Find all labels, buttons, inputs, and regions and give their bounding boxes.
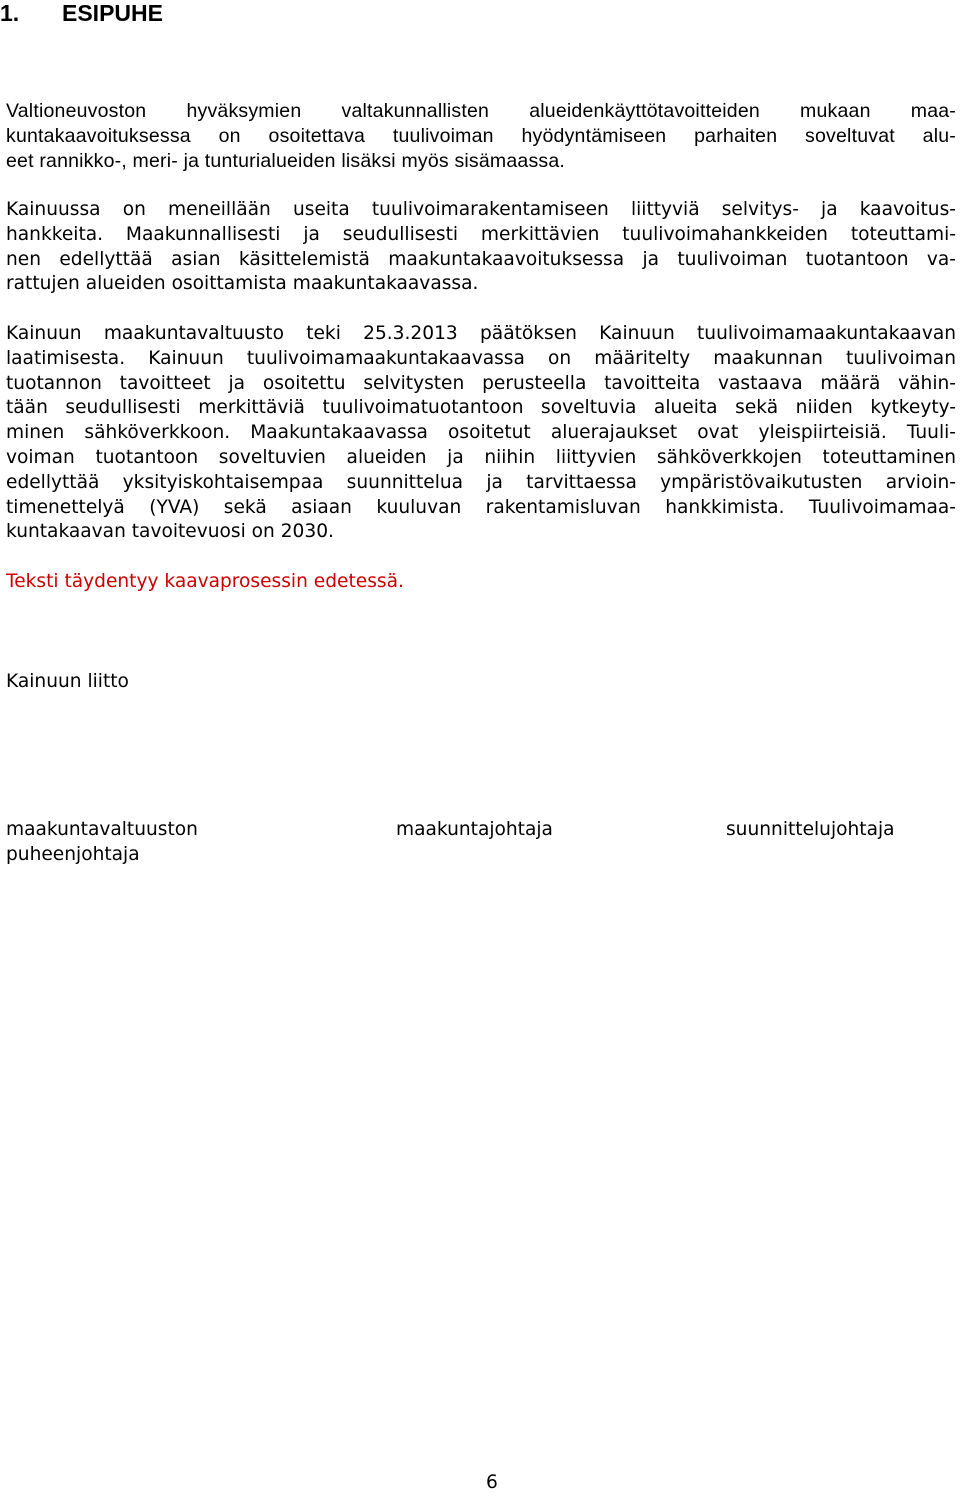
signature-director: maakuntajohtaja	[396, 819, 553, 840]
paragraph-line: eet rannikko-, meri- ja tunturialueiden lisäksi myös sisämaassa.	[6, 149, 566, 172]
page-number: 6	[486, 1472, 498, 1493]
paragraph-line: laatimisesta. Kainuun tuulivoimamaakuntakaavassa on määritelty maakunnan tuulivoiman	[6, 347, 956, 369]
paragraph-line: minen sähköverkkoon. Maakuntakaavassa osoitetut aluerajaukset ovat yleispiirteisiä. Tuuli-	[6, 422, 956, 444]
paragraph-1	[6, 99, 956, 173]
paragraph-line: tuotannon tavoitteet ja osoitettu selvitysten perusteella tavoitteita vastaava määrä vähin-	[6, 372, 956, 394]
signature-planning-director: suunnittelujohtaja	[726, 819, 895, 840]
paragraph-line: Kainuun maakuntavaltuusto teki 25.3.2013 päätöksen Kainuun tuulivoimamaakuntakaavan	[6, 323, 956, 344]
paragraph-line: edellyttää yksityiskohtaisempaa suunnittelua ja tarvittaessa ympäristövaikutusten arvioin-	[6, 471, 956, 493]
signature-chair-title-line1: maakuntavaltuuston	[6, 819, 198, 840]
paragraph-line: tään seudullisesti merkittäviä tuulivoimatuotantoon soveltuvia alueita sekä niiden kytkeyty-	[6, 397, 956, 419]
paragraph-line: Valtioneuvoston hyväksymien valtakunnallisten alueidenkäyttötavoitteiden mukaan maa-	[6, 100, 956, 122]
paragraph-line: kuntakaavan tavoitevuosi on 2030.	[6, 521, 334, 543]
section-title: ESIPUHE	[62, 0, 163, 26]
red-note: Teksti täydentyy kaavaprosessin edetessä.	[6, 571, 404, 592]
paragraph-line: hankkeita. Maakunnallisesti ja seudullisesti merkittävien tuulivoimahankkeiden toteuttami-	[6, 223, 956, 245]
signature-chair	[6, 818, 198, 868]
paragraph-line: voiman tuotantoon soveltuvien alueiden ja niihin liittyvien sähköverkkojen toteuttaminen	[6, 446, 956, 468]
signature-chair-title-line2: puheenjohtaja	[6, 843, 140, 865]
section-heading	[0, 0, 163, 26]
paragraph-2	[6, 198, 956, 297]
paragraph-line: Kainuussa on meneillään useita tuulivoimarakentamiseen liittyviä selvitys- ja kaavoitus-	[6, 199, 956, 220]
paragraph-3	[6, 322, 956, 545]
section-number: 1.	[0, 0, 20, 26]
paragraph-line: rattujen alueiden osoittamista maakuntakaavassa.	[6, 273, 479, 295]
paragraph-line: kuntakaavoituksessa on osoitettava tuulivoiman hyödyntämiseen parhaiten soveltuvat alu-	[6, 124, 956, 147]
paragraph-line: timenettelyä (YVA) sekä asiaan kuuluvan rakentamisluvan hankkimista. Tuulivoimamaa-	[6, 496, 956, 518]
paragraph-line: nen edellyttää asian käsittelemistä maakuntakaavoituksessa ja tuulivoiman tuotantoon va-	[6, 248, 956, 270]
organization-name: Kainuun liitto	[6, 671, 129, 692]
